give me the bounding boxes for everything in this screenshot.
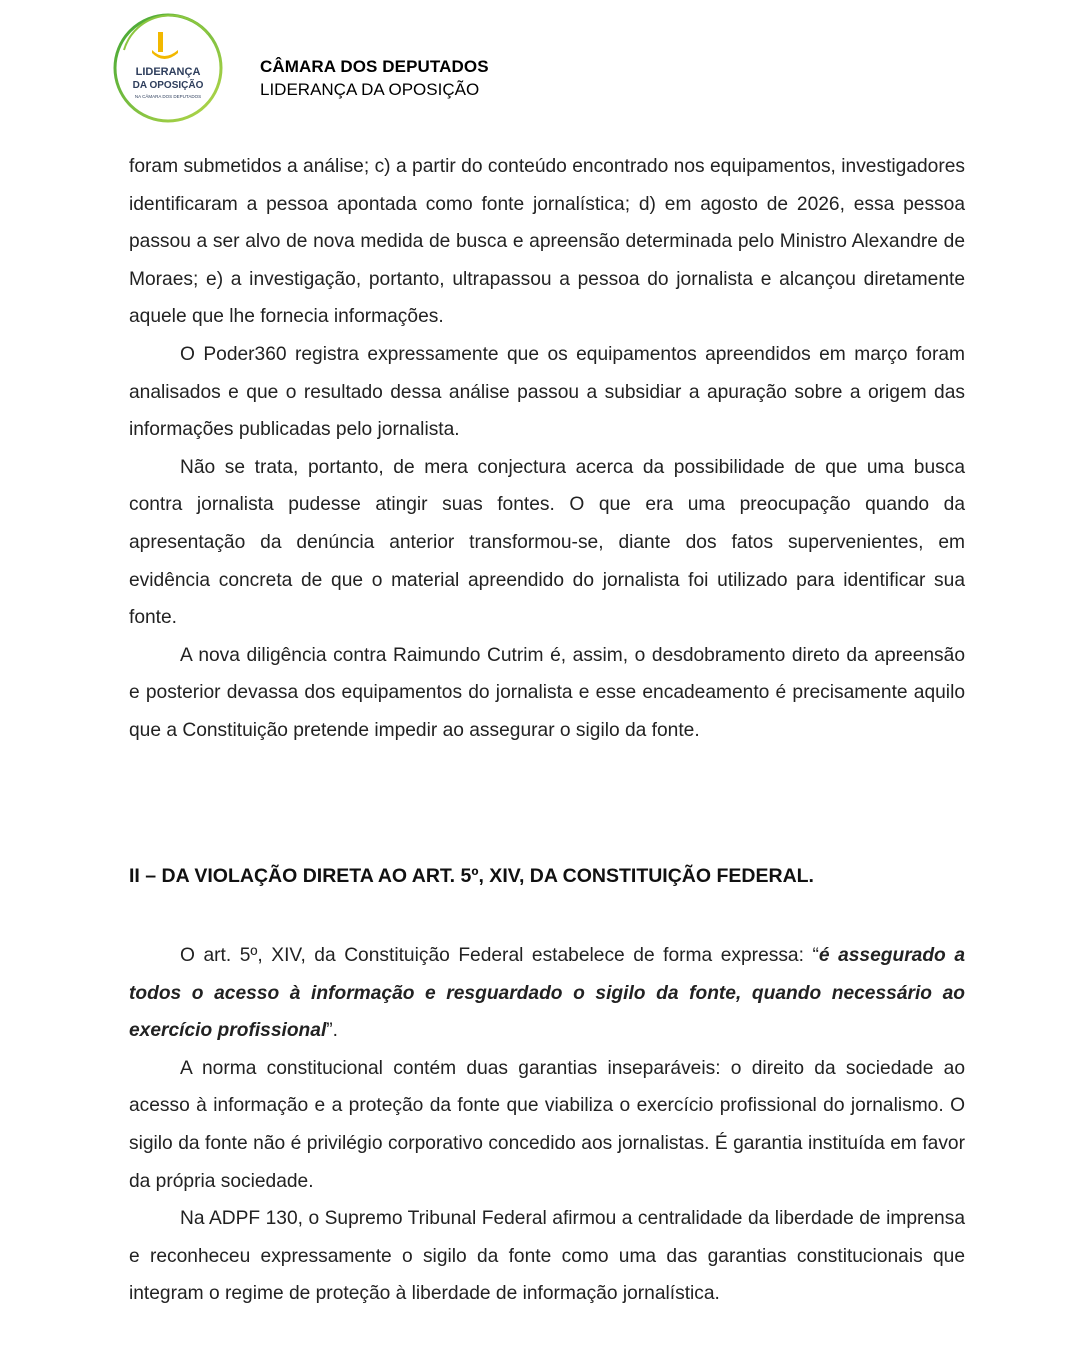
institution-header [260,56,489,102]
section-heading: II – DA VIOLAÇÃO DIRETA AO ART. 5º, XIV, DA CONSTITUIÇÃO FEDERAL. [129,865,814,887]
paragraph-3: Não se trata, portanto, de mera conjectura acerca da possibilidade de que uma busca contra jornalista pudesse atingir suas fontes. O que era uma preocupação quando da apresentação da denúncia anterior transformou-se, diante dos fatos supervenientes, em evidência concreta de que o material apreendido do jornalista foi utilizado para identificar sua fonte. [129,456,965,629]
paragraph-1: foram submetidos a análise; c) a partir do conteúdo encontrado nos equipamentos, investigadores identificaram a pessoa apontada como fonte jornalística; d) em agosto de 2026, essa pessoa passou a ser alvo de nova medida de busca e apreensão determinada pelo Ministro Alexandre de Moraes; e) a investigação, portanto, ultrapassou a pessoa do jornalista e alcançou diretamente aquele que lhe fornecia informações. [129,156,965,328]
paragraph-2: O Poder360 registra expressamente que os equipamentos apreendidos em março foram analisados e que o resultado dessa análise passou a subsidiar a apuração sobre a origem das informações publicadas pelo jornalista. [129,343,965,441]
lideranca-oposicao-logo [112,12,224,124]
paragraph-7: Na ADPF 130, o Supremo Tribunal Federal afirmou a centralidade da liberdade de imprensa e reconheceu expressamente o sigilo da fonte como uma das garantias constitucionais que integram o regime de proteção à liberdade de informação jornalística. [129,1208,965,1305]
svg-text:DA OPOSIÇÃO: DA OPOSIÇÃO [132,80,204,91]
body-section-1 [129,148,965,750]
constitution-quote: é assegurado a todos o acesso à informação e resguardado o sigilo da fonte, quando necessário ao exercício profissional [129,945,965,1042]
paragraph-5 [129,937,965,1050]
institution-name: CÂMARA DOS DEPUTADOS [260,57,489,76]
institution-subtitle: LIDERANÇA DA OPOSIÇÃO [260,80,480,99]
svg-text:LIDERANÇA: LIDERANÇA [135,66,201,78]
paragraph-4: A nova diligência contra Raimundo Cutrim é, assim, o desdobramento direto da apreensão e posterior devassa dos equipamentos do jornalista e esse encadeamento é precisamente aquilo que a Constituição pretende impedir ao assegurar o sigilo da fonte. [129,644,965,741]
paragraph-5-intro: O art. 5º, XIV, da Constituição Federal estabelece de forma expressa: “ [180,945,819,966]
svg-text:NA CÂMARA DOS DEPUTADOS: NA CÂMARA DOS DEPUTADOS [134,94,202,99]
body-section-2 [129,937,965,1313]
paragraph-6: A norma constitucional contém duas garantias inseparáveis: o direito da sociedade ao acesso à informação e a proteção da fonte que viabiliza o exercício profissional do jornalismo. O sigilo da fonte não é privilégio corporativo concedido aos jornalistas. É garantia instituída em favor da própria sociedade. [129,1057,965,1192]
paragraph-5-close: ”. [326,1020,339,1042]
